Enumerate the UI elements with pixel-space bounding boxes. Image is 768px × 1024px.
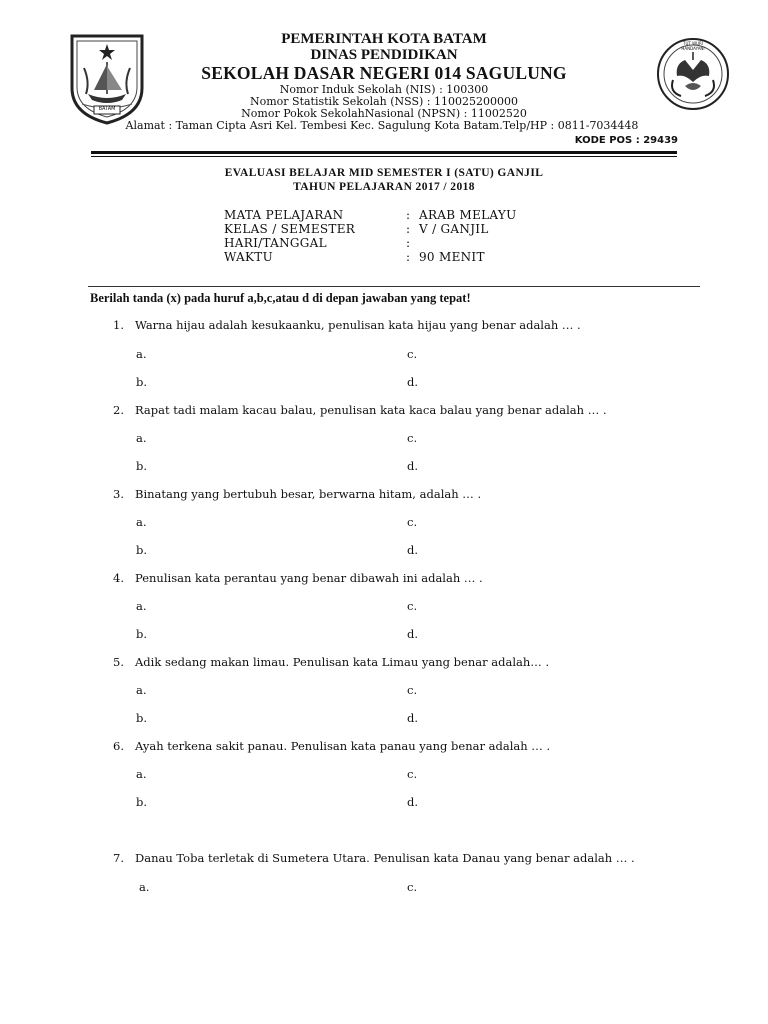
option-a: a. bbox=[136, 683, 147, 697]
option-c: c. bbox=[407, 515, 418, 529]
option-a: a. bbox=[139, 880, 150, 894]
option-b: b. bbox=[136, 711, 148, 725]
question-text: Penulisan kata perantau yang benar dibawah ini adalah … . bbox=[135, 571, 483, 585]
exam-title: EVALUASI BELAJAR MID SEMESTER I (SATU) GANJIL bbox=[224, 167, 544, 179]
question-text: Rapat tadi malam kacau balau, penulisan kata kaca balau yang benar adalah … . bbox=[135, 403, 607, 417]
field-label-class: KELAS / SEMESTER bbox=[224, 222, 356, 236]
option-b: b. bbox=[136, 375, 148, 389]
question-number: 3. bbox=[113, 487, 124, 501]
nis-line: Nomor Induk Sekolah (NIS) : 100300 bbox=[279, 83, 489, 96]
government-title: PEMERINTAH KOTA BATAM bbox=[281, 31, 487, 47]
option-a: a. bbox=[136, 767, 147, 781]
question-text: Binatang yang bertubuh besar, berwarna hitam, adalah … . bbox=[135, 487, 482, 501]
tut-wuri-logo-text: TUT WURI HANDAYANI bbox=[681, 41, 705, 51]
info-divider bbox=[88, 286, 700, 287]
option-b: b. bbox=[136, 627, 148, 641]
option-a: a. bbox=[136, 599, 147, 613]
question-number: 2. bbox=[113, 403, 124, 417]
question-text: Adik sedang makan limau. Penulisan kata Limau yang benar adalah… . bbox=[135, 655, 550, 669]
option-c: c. bbox=[407, 431, 418, 445]
question-number: 7. bbox=[113, 851, 124, 865]
school-year: TAHUN PELAJARAN 2017 / 2018 bbox=[293, 181, 475, 193]
option-d: d. bbox=[407, 543, 419, 557]
option-a: a. bbox=[136, 347, 147, 361]
address-line: Alamat : Taman Cipta Asri Kel. Tembesi Kec. Sagulung Kota Batam.Telp/HP : 0811-7034448 bbox=[125, 119, 639, 132]
field-sep: : bbox=[406, 208, 411, 222]
field-sep: : bbox=[406, 236, 411, 250]
instruction: Berilah tanda (x) pada huruf a,b,c,atau d di depan jawaban yang tepat! bbox=[90, 291, 471, 305]
option-d: d. bbox=[407, 795, 419, 809]
field-sep: : bbox=[406, 250, 411, 264]
field-label-subject: MATA PELAJARAN bbox=[224, 208, 344, 222]
option-b: b. bbox=[136, 795, 148, 809]
option-b: b. bbox=[136, 543, 148, 557]
npsn-line: Nomor Pokok SekolahNasional (NPSN) : 11002520 bbox=[241, 107, 527, 120]
field-label-date: HARI/TANGGAL bbox=[224, 236, 327, 250]
field-value-class: V / GANJIL bbox=[419, 222, 489, 236]
option-c: c. bbox=[407, 683, 418, 697]
field-sep: : bbox=[406, 222, 411, 236]
option-c: c. bbox=[407, 599, 418, 613]
question-number: 4. bbox=[113, 571, 124, 585]
field-label-time: WAKTU bbox=[224, 250, 273, 264]
nss-line: Nomor Statistik Sekolah (NSS) : 110025200000 bbox=[249, 95, 518, 108]
field-value-subject: ARAB MELAYU bbox=[419, 208, 517, 222]
option-d: d. bbox=[407, 375, 419, 389]
option-a: a. bbox=[136, 515, 147, 529]
header-rule-thin bbox=[91, 156, 677, 157]
question-text: Warna hijau adalah kesukaanku, penulisan kata hijau yang benar adalah … . bbox=[135, 318, 581, 332]
postal-code: KODE POS : 29439 bbox=[574, 135, 678, 146]
department-title: DINAS PENDIDIKAN bbox=[310, 47, 458, 63]
option-d: d. bbox=[407, 459, 419, 473]
option-c: c. bbox=[407, 767, 418, 781]
option-d: d. bbox=[407, 711, 419, 725]
question-number: 6. bbox=[113, 739, 124, 753]
question-text: Danau Toba terletak di Sumetera Utara. Penulisan kata Danau yang benar adalah … . bbox=[135, 851, 635, 865]
field-value-time: 90 MENIT bbox=[419, 250, 485, 264]
batam-logo-text: BATAM bbox=[98, 106, 116, 112]
option-c: c. bbox=[407, 880, 418, 894]
question-text: Ayah terkena sakit panau. Penulisan kata panau yang benar adalah … . bbox=[135, 739, 551, 753]
option-b: b. bbox=[136, 459, 148, 473]
question-number: 1. bbox=[113, 318, 124, 332]
school-name: SEKOLAH DASAR NEGERI 014 SAGULUNG bbox=[201, 63, 567, 83]
option-c: c. bbox=[407, 347, 418, 361]
question-number: 5. bbox=[113, 655, 124, 669]
option-a: a. bbox=[136, 431, 147, 445]
option-d: d. bbox=[407, 627, 419, 641]
header-rule-thick bbox=[91, 151, 677, 154]
